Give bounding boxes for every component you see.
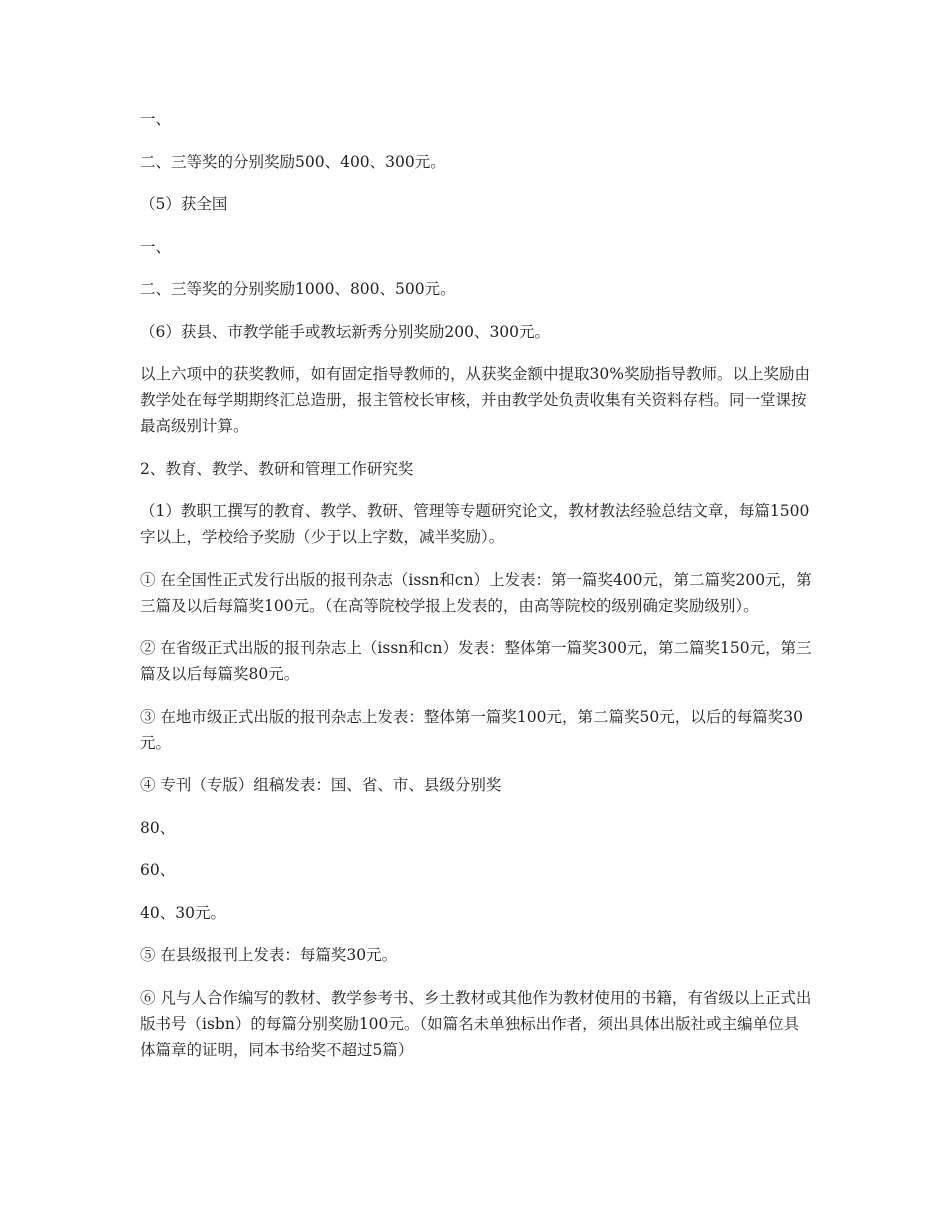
paragraph: 以上六项中的获奖教师，如有固定指导教师的，从获奖金额中提取30%奖励指导教师。以上奖励由教学处在每学期期终汇总造册，报主管校长审核，并由教学处负责收集有关资料存档。同一堂课按最高级别计算。 <box>140 365 810 435</box>
paragraph: 二、三等奖的分别奖励500、400、300元。 <box>140 152 446 171</box>
list-item: ③ 在地市级正式出版的报刊杂志上发表：整体第一篇奖100元，第二篇奖50元，以后的每篇奖30元。 <box>140 707 803 752</box>
list-item: ② 在省级正式出版的报刊杂志上（issn和cn）发表：整体第一篇奖300元，第二篇奖150元，第三篇及以后每篇奖80元。 <box>140 639 812 683</box>
paragraph: 一、 <box>140 110 172 128</box>
list-item: ⑥ 凡与人合作编写的教材、教学参考书、乡土教材或其他作为教材使用的书籍，有省级以上正式出版书号（isbn）的每篇分别奖励100元。（如篇名未单独标出作者，须出具体出版社或主编单位具体篇章的证明，同本书给奖不超过5篇） <box>140 988 812 1059</box>
paragraph: （5）获全国 <box>140 195 228 213</box>
paragraph: 40、30元。 <box>140 903 226 922</box>
document-page <box>140 106 812 1079</box>
paragraph: 60、 <box>140 861 176 879</box>
section-heading: 2、教育、教学、教研和管理工作研究奖 <box>140 459 414 478</box>
paragraph: 80、 <box>140 818 176 837</box>
paragraph: 一、 <box>140 237 172 256</box>
paragraph: （1）教职工撰写的教育、教学、教研、管理等专题研究论文，教材教法经验总结文章，每篇1500字以上，学校给予奖励（少于以上字数，减半奖励）。 <box>140 502 810 546</box>
list-item: ① 在全国性正式发行出版的报刊杂志（issn和cn）上发表：第一篇奖400元，第二篇奖200元，第三篇及以后每篇奖100元。（在高等院校学报上发表的，由高等院校的级别确定奖励级别）。 <box>140 570 812 615</box>
paragraph: 二、三等奖的分别奖励1000、800、500元。 <box>140 280 456 298</box>
list-item: ④ 专刊（专版）组稿发表：国、省、市、县级分别奖 <box>140 776 502 794</box>
list-item: ⑤ 在县级报刊上发表：每篇奖30元。 <box>140 946 398 964</box>
paragraph: （6）获县、市教学能手或教坛新秀分别奖励200、300元。 <box>140 322 551 341</box>
